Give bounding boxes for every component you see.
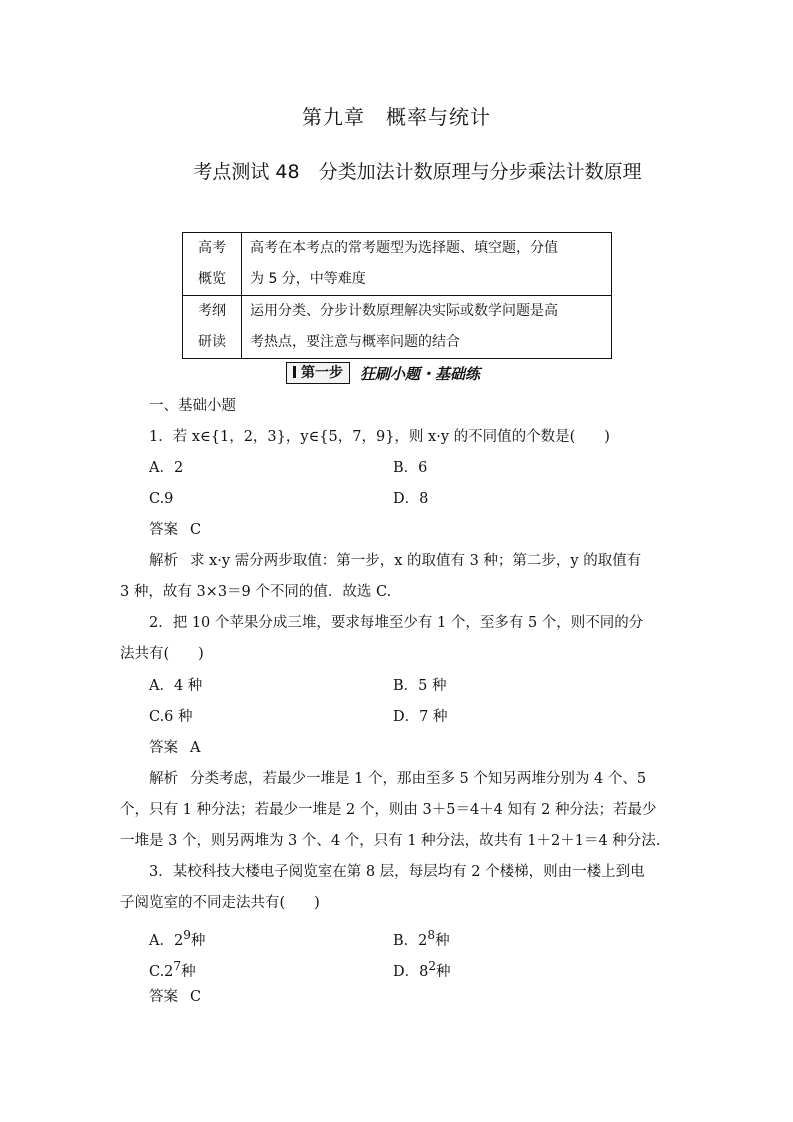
answer-value: C bbox=[190, 522, 202, 538]
table-value-cell: 高考在本考点的常考题型为选择题、填空题，分值 为 5 分，中等难度 bbox=[242, 233, 612, 296]
q3-option-a: A．$2^9$种 bbox=[149, 928, 206, 949]
table-key-cell: 考纲 研读 bbox=[183, 296, 242, 359]
overview-table bbox=[182, 232, 612, 359]
chapter-title: 第九章 概率与统计 bbox=[302, 105, 491, 129]
table-row bbox=[183, 233, 612, 296]
answer-value: A bbox=[190, 740, 201, 756]
answer-label: 答案 bbox=[149, 740, 178, 756]
q1-option-b: B．6 bbox=[393, 460, 428, 476]
q2-answer bbox=[149, 738, 200, 758]
question-3-stem-cont: 子阅览室的不同走法共有( ) bbox=[120, 895, 320, 911]
section-subtitle: 考点测试 48 分类加法计数原理与分步乘法计数原理 bbox=[193, 161, 642, 183]
q1-answer bbox=[149, 520, 201, 540]
q2-analysis-line-3: 一堆是 3 个，则另两堆为 3 个、4 个，只有 1 种分法，故共有 1＋2＋1＝4 种分法. bbox=[120, 833, 661, 849]
table-value-cell: 运用分类、分步计数原理解决实际或数学问题是高 考热点，要注意与概率问题的结合 bbox=[242, 296, 612, 359]
question-2-stem-cont: 法共有( ) bbox=[120, 646, 204, 662]
q1-option-d: D．8 bbox=[393, 491, 429, 507]
analysis-label: 解析 bbox=[149, 771, 178, 787]
q3-option-d: D．$8^2$种 bbox=[393, 959, 451, 980]
q1-option-a: A．2 bbox=[149, 460, 184, 476]
section-heading: 一、基础小题 bbox=[149, 398, 236, 414]
answer-label: 答案 bbox=[149, 522, 178, 538]
question-2-stem: 2．把 10 个苹果分成三堆，要求每堆至少有 1 个，至多有 5 个，则不同的分 bbox=[149, 615, 644, 631]
q1-option-c: C.9 bbox=[149, 491, 174, 507]
q3-answer bbox=[149, 987, 201, 1007]
q3-option-b: B．$2^8$种 bbox=[393, 928, 450, 949]
table-row bbox=[183, 296, 612, 359]
q2-analysis-line-1: 解析 分类考虑，若最少一堆是 1 个，那由至多 5 个知另两堆分别为 4 个、5 bbox=[149, 771, 647, 787]
q2-option-d: D．7 种 bbox=[393, 709, 448, 725]
q3-option-c: $C.2^7$种 bbox=[149, 959, 196, 980]
question-3-stem: 3．某校科技大楼电子阅览室在第 8 层，每层均有 2 个楼梯，则由一楼上到电 bbox=[149, 864, 645, 880]
q1-analysis-line-1: 解析 求 x·y 需分两步取值：第一步，x 的取值有 3 种；第二步，y 的取值有 bbox=[149, 553, 642, 569]
step-badge: 第一步 bbox=[286, 362, 350, 384]
q2-option-a: A．4 种 bbox=[149, 678, 203, 694]
answer-value: C bbox=[190, 989, 202, 1005]
analysis-label: 解析 bbox=[149, 553, 178, 569]
table-key-cell: 高考 概览 bbox=[183, 233, 242, 296]
q1-analysis-line-2: 3 种，故有 3×3＝9 个不同的值．故选 C. bbox=[120, 584, 392, 600]
q2-option-b: B．5 种 bbox=[393, 678, 447, 694]
question-1-stem: 1．若 x∈{1，2，3}，y∈{5，7，9}，则 x·y 的不同值的个数是( ) bbox=[149, 429, 610, 445]
q2-option-c: C.6 种 bbox=[149, 709, 193, 725]
step-text: 狂刷小题・基础练 bbox=[360, 364, 481, 383]
step-banner bbox=[286, 362, 480, 384]
q2-analysis-line-2: 个，只有 1 种分法；若最少一堆是 2 个，则由 3＋5＝4＋4 知有 2 种分法；若最少 bbox=[120, 802, 657, 818]
answer-label: 答案 bbox=[149, 989, 178, 1005]
